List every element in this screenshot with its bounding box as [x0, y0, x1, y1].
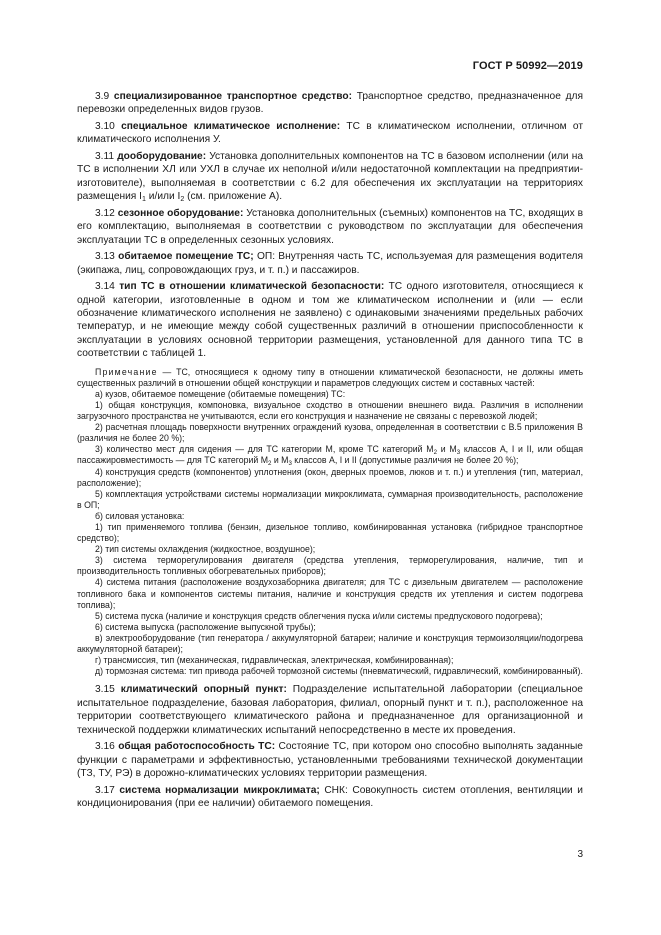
definition-3-14: 3.14 тип ТС в отношении климатической безопасности: ТС одного изготовителя, относящиеся к одной категории, изготовленные в одном и том же климатическом исполнении и (или — если обозначение климатического исполнения не заявлено) с одинаковыми значениями предельных рабочих температур, и не имеющие между собой существенных различий в отношении приспособленности к эксплуатации в условиях основной территории размещения, установленной для данного типа ТС в соответствии с таблицей 1. [77, 281, 584, 360]
definition-3-12: 3.12 сезонное оборудование: Установка дополнительных (съемных) компонентов на ТС, входящих в его комплектацию, выполняемая в соответствии с руководством по эксплуатации для обеспечения эксплуатации ТС в определенных сезонных условиях. [77, 207, 583, 246]
note-intro: Примечание — ТС, относящиеся к одному типу в отношении климатической безопасности, не должны иметь существенных различий в отношении общей конструкции и параметров следующих систем и составных частей: [77, 366, 583, 388]
note-item: 1) тип применяемого топлива (бензин, дизельное топливо, комбинированная установка (гибридное транспортное средство); [77, 521, 583, 544]
term: система нормализации микроклимата; [119, 784, 320, 796]
note-item: а) кузов, обитаемое помещение (обитаемые помещения) ТС: [95, 388, 346, 399]
note-item: 2) тип системы охлаждения (жидкостное, воздушное); [95, 544, 316, 555]
standard-designation: ГОСТ Р 50992—2019 [472, 60, 583, 72]
definition-3-16: 3.16 общая работоспособность ТС: Состояние ТС, при котором оно способно выполнять заданные функции с параметрами и эффективностью, установленными требованиями технической документации (ТЗ, ТУ, РЭ) в дорожно-климатических условиях территории размещения. [77, 741, 583, 779]
term: специализированное транспортное средство: [113, 91, 353, 102]
definition-3-9: 3.9 специализированное транспортное средство: Транспортное средство, предназначенное для перевозки определенных видов грузов. [77, 91, 584, 116]
note-item: в) электрооборудование (тип генератора / аккумуляторной батареи; наличие и конструкция термоизоляции/подогрева аккумуляторной батареи); [77, 632, 583, 654]
note-item: 2) расчетная площадь поверхности внутренних ограждений кузова, определенная в соответствии с В.5 приложения В (различия не более 20 %); [77, 422, 583, 444]
term: общая работоспособность ТС: [118, 741, 276, 753]
note-item: 3) система терморегулирования двигателя (средства утепления, терморегулирования, наличие, тип и производительность топливных обогревательных приборов); [77, 555, 583, 577]
note-item: г) трансмиссия, тип (механическая, гидравлическая, электрическая, комбинированная); [95, 655, 454, 666]
note-item: 4) система питания (расположение воздухозаборника двигателя; для ТС с дизельным двигателем — расположение топливного бака и компонентов системы питания, наличие и конструкция средств их утепления и систем подогрева топлива); [77, 577, 583, 610]
note-item: 5) комплектация устройствами системы нормализации микроклимата, суммарная производительность, расположение в ОП; [77, 488, 583, 510]
term: тип ТС в отношении климатической безопасности: [119, 281, 385, 293]
note-label: Примечание [95, 366, 158, 377]
term: дооборудование: [117, 151, 207, 162]
note-item: 3) количество мест для сидения — для ТС категории М, кроме ТС категорий $М_2$ и $М_3$ классов А, I и II, или общая пассажировместимость — для ТС категорий $М_2$ и $М_3$ классов А, I и II (допустимые различия не более 20 %); [77, 444, 583, 468]
note-item: 4) конструкция средств (компонентов) уплотнения (окон, дверных проемов, люков и т. п.) и утепления (тип, материал, расположение); [77, 466, 583, 488]
term: специальное климатическое исполнение: [121, 121, 341, 132]
definitions-body [77, 90, 583, 814]
note-item: 5) система пуска (наличие и конструкция средств облегчения пуска и/или системы предпускового подогрева); [95, 610, 543, 621]
page-number: 3 [577, 849, 583, 860]
note-item: 6) система выпуска (расположение выпускной трубы); [95, 621, 316, 632]
definition-3-17: 3.17 система нормализации микроклимата; СНК: Совокупность систем отопления, вентиляции и кондиционирования (при ее наличии) обитаемого помещения. [77, 784, 583, 809]
term: обитаемое помещение ТС; [118, 251, 254, 263]
definition-3-11: 3.11 дооборудование: Установка дополнительных компонентов на ТС в базовом исполнении (или на ТС в исполнении ХЛ или УХЛ в случае их неполной и/или недостаточной комплектации на предприятии-изготовителе), выполняемая в соответствии с 6.2 для обеспечения их эксплуатации на территориях размещения $I_1$ и/или $I_2$ (см. приложение А). [77, 151, 583, 204]
definition-3-13: 3.13 обитаемое помещение ТС; ОП: Внутренняя часть ТС, используемая для размещения водителя (экипажа, лиц, сопровождающих груз, и т. п.) и пассажиров. [77, 251, 583, 276]
note-item: 1) общая конструкция, компоновка, визуальное сходство в отношении внешнего вида. Различия в исполнении загрузочного пространства не учитываются, если его конструкция и назначение не связаны с перевозкой людей; [77, 399, 583, 422]
definition-3-15: 3.15 климатический опорный пункт: Подразделение испытательной лаборатории (специальное испытательное подразделение, базовая лаборатория, филиал, опорный пункт и т. п.), расположенное на территории соответствующего климатического района и предназначенное для организационной и технической поддержки климатических испытаний непосредственно в месте их проведения. [77, 684, 583, 736]
note-block [77, 367, 583, 678]
term: сезонное оборудование: [117, 207, 244, 219]
term: климатический опорный пункт: [120, 684, 287, 696]
note-item: д) тормозная система: тип привода рабочей тормозной системы (пневматический, гидравлический, комбинированный). [95, 666, 583, 677]
note-item: б) силовая установка: [95, 510, 185, 521]
definition-3-10: 3.10 специальное климатическое исполнение: ТС в климатическом исполнении, отличном от климатического исполнения У. [77, 121, 584, 146]
